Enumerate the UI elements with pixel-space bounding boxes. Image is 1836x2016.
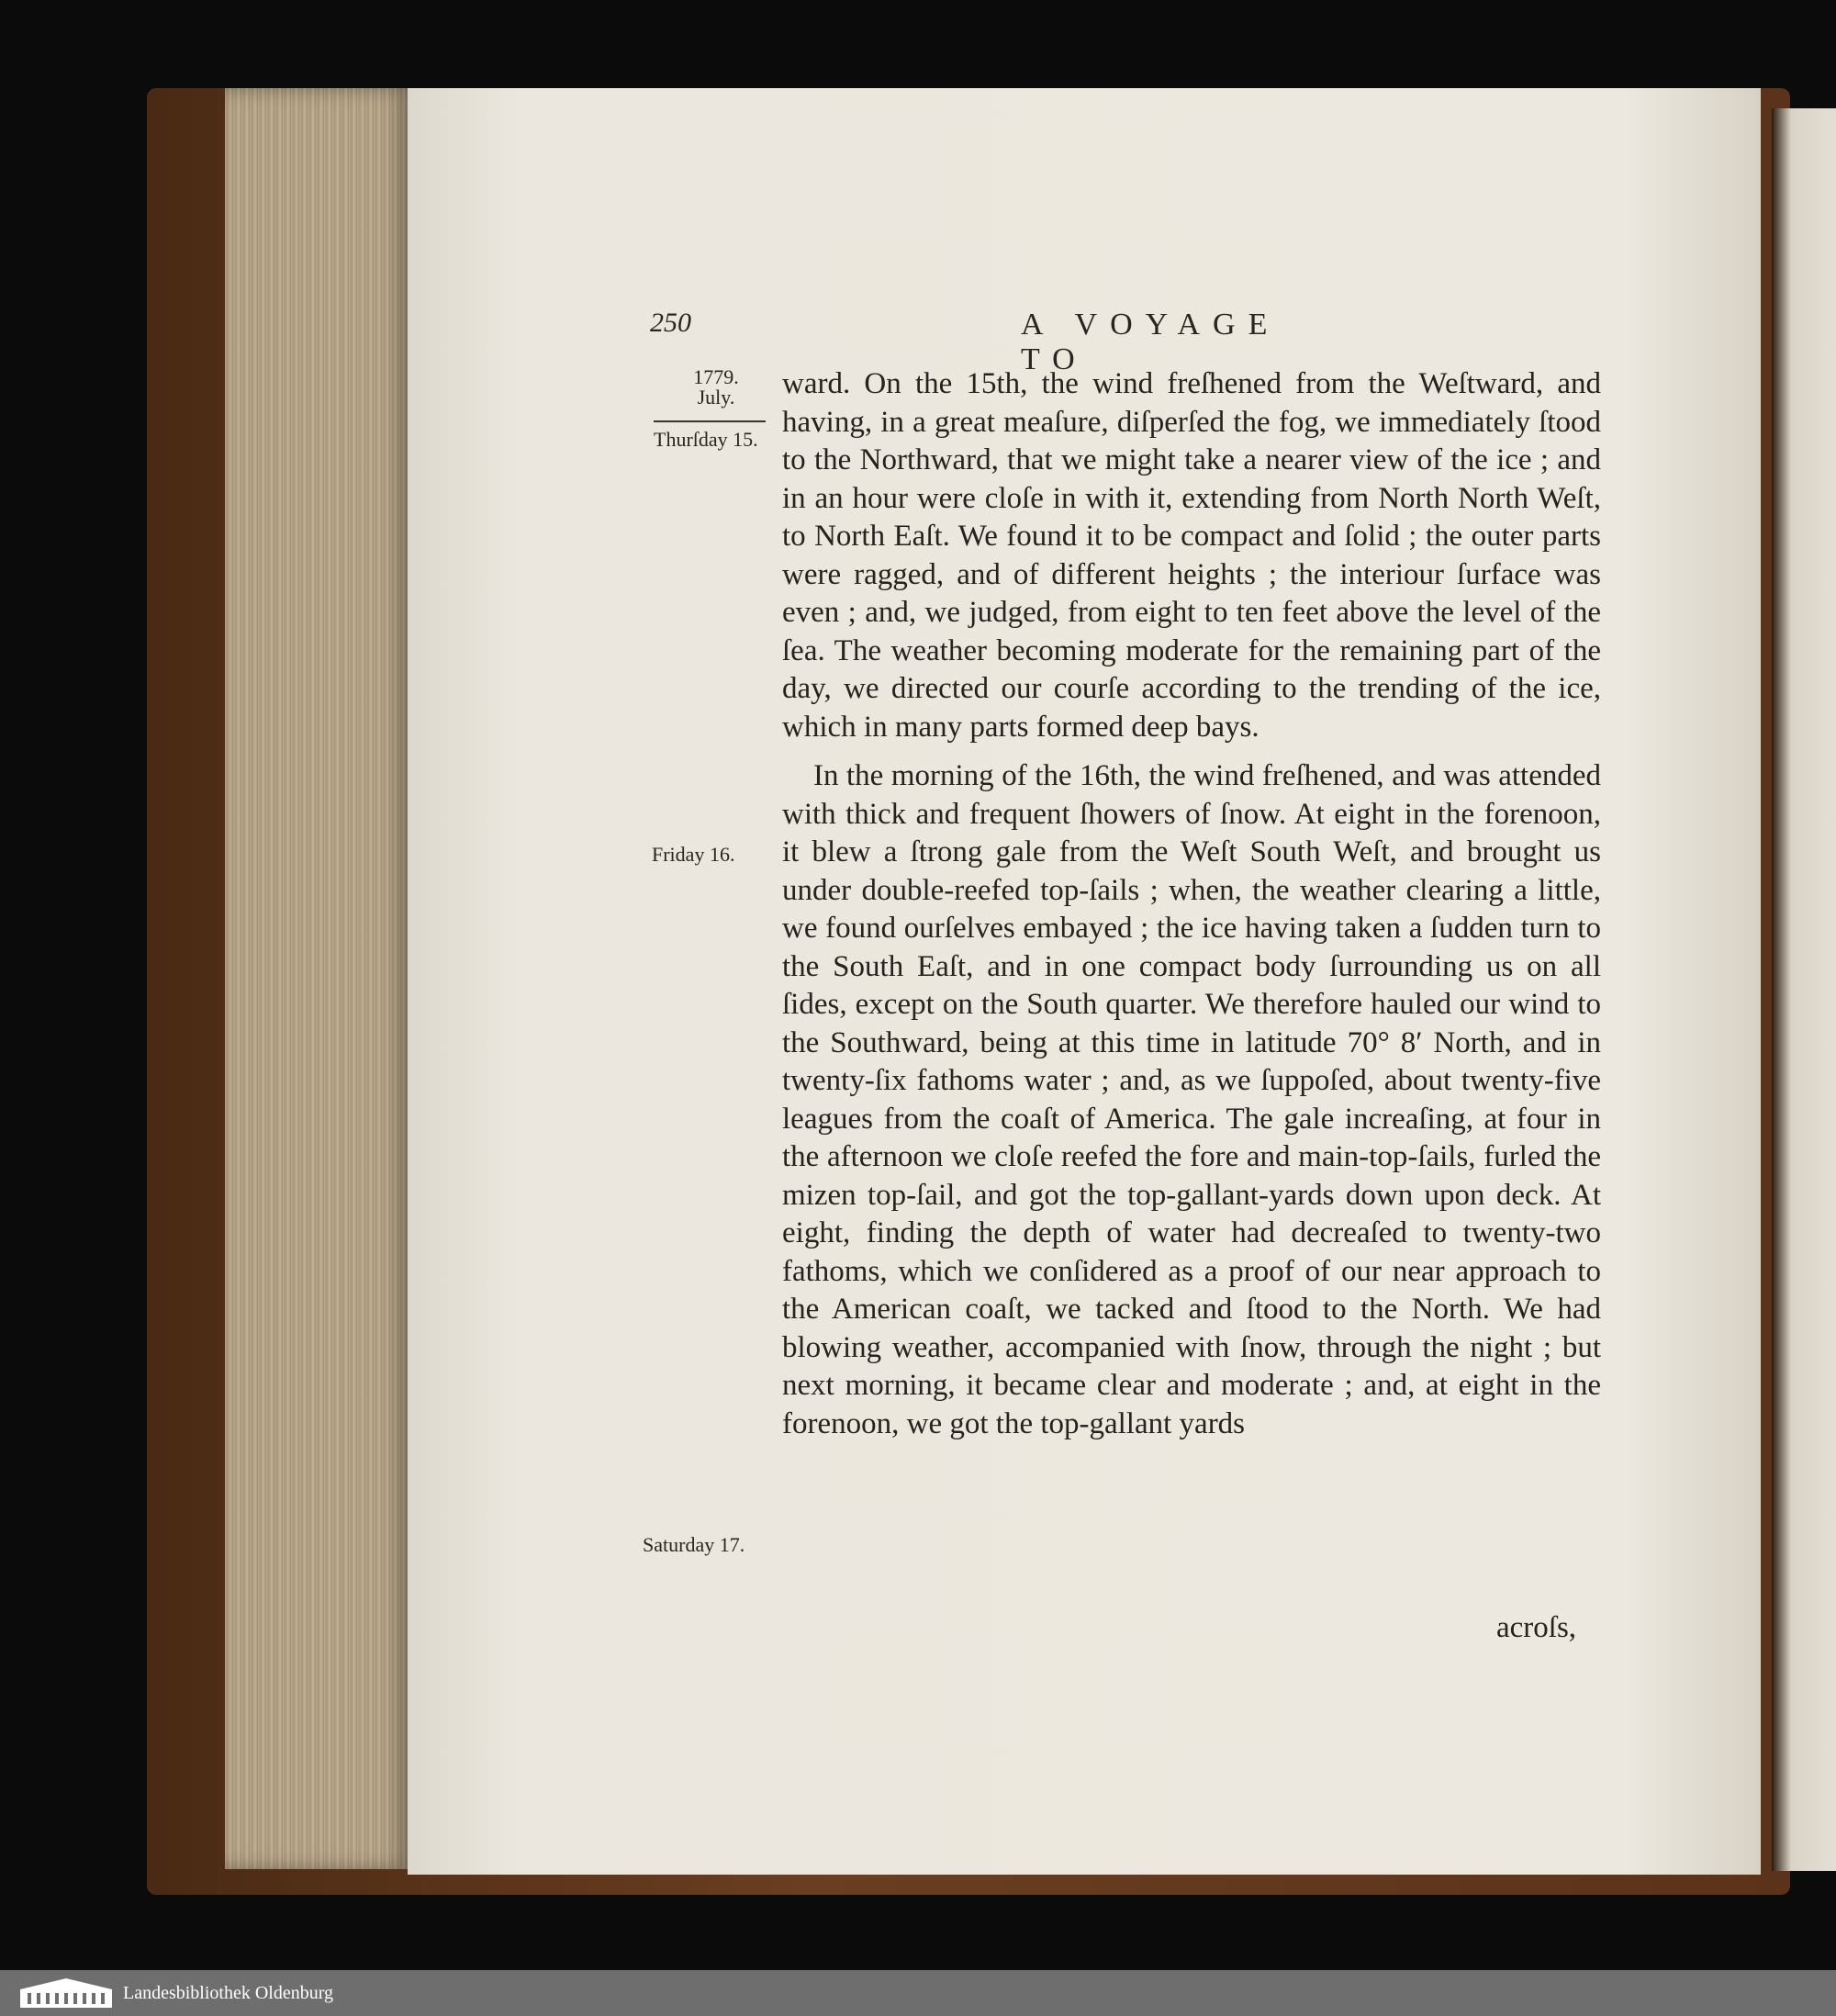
running-head [650, 308, 1366, 376]
margin-date [679, 367, 753, 408]
facing-page-edge [1772, 108, 1836, 1871]
library-building-icon [18, 1977, 114, 2010]
footer-bar [0, 1970, 1836, 2016]
margin-brace [654, 420, 766, 422]
margin-note-friday: Friday 16. [652, 843, 735, 866]
page-edges [225, 88, 409, 1869]
running-title: A VOYAGE TO [1021, 308, 1281, 376]
body-text [782, 365, 1601, 1443]
library-name: Landesbibliothek Oldenburg [123, 1982, 334, 2003]
margin-note-saturday: Saturday 17. [643, 1533, 745, 1556]
margin-month: July. [697, 386, 735, 409]
page-number: 250 [650, 308, 691, 338]
paragraph-1: ward. On the 15th, the wind freſhened from the Weſtward, and having, in a great meaſure, diſperſed the fog, we immediately ſtood to the Northward, that we might take a nearer view of the ice ; and in an hour were cloſe in with it, extending from North North Weſt, to North Eaſt. We found it to be compact and ſolid ; the outer parts were ragged, and of different heights ; the interiour ſurface was even ; and, we judged, from eight to ten feet above the level of the ſea. The weather becoming moderate for the remaining part of the day, we directed our courſe according to the trending of the ice, which in many parts formed deep bays. [782, 367, 1601, 744]
margin-year: 1779. [693, 365, 739, 388]
paragraph-2: In the morning of the 16th, the wind freſhened, and was attended with thick and frequent ſhowers of ſnow. At eight in the forenoon, it blew a ſtrong gale from the Weſt South Weſt, and brought us under double-reefed top-ſails ; when, the weather clearing a little, we found ourſelves embayed ; the ice having taken a ſudden turn to the South Eaſt, and in one compact body ſurrounding us on all ſides, except on the South quarter. We therefore hauled our wind to the Southward, being at this time in latitude 70° 8′ North, and in twenty-ſix fathoms water ; and, as we ſuppoſed, about twenty-five leagues from the coaſt of America. The gale increaſing, at four in the afternoon we cloſe reefed the fore and main-top-ſails, furled the mizen top-ſail, and got the top-gallant-yards down upon deck. At eight, finding the depth of water had decreaſed to twenty-two fathoms, which we conſidered as a proof of our near approach to the American coaſt, we tacked and ſtood to the North. We had blowing weather, accompanied with ſnow, through the night ; but next morning, it became clear and moderate ; and, at eight in the forenoon, we got the top-gallant yards [782, 759, 1601, 1440]
margin-note-thursday: Thurſday 15. [654, 428, 758, 451]
catchword: acroſs, [1496, 1611, 1577, 1644]
